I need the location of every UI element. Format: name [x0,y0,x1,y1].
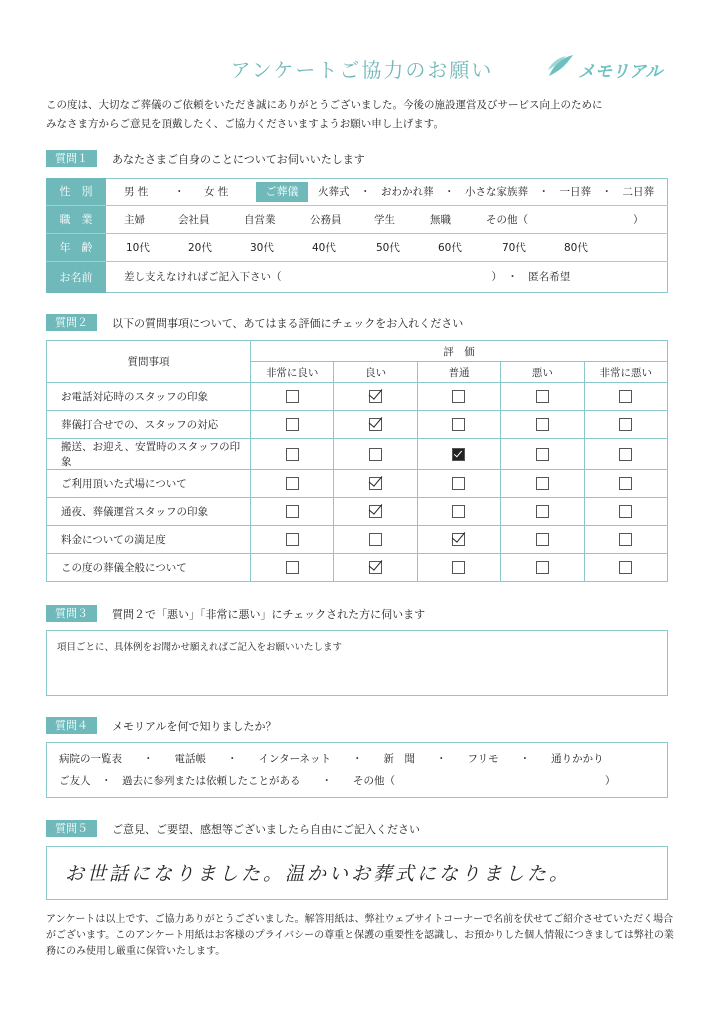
logo-text: メモリアル [578,62,663,82]
checkbox-checked[interactable] [369,505,382,518]
checkbox[interactable] [286,448,299,461]
gender-option-male[interactable]: 男 性 [124,186,149,198]
rating-cell [417,411,500,439]
footer-line: アンケートは以上です、ご協力ありがとうございました。解答用紙は、弊社ウェブサイトコーナーで名前を伏せてご紹介させていただく場合 [46,914,674,925]
age-option[interactable]: 40代 [312,242,336,254]
source-options-line[interactable]: 病院の一覧表 ・ 電話帳 ・ インターネット ・ 新 聞 ・ フリモ ・ 通りかかり [59,753,604,765]
comment-box-prompt: 項目ごとに、具体例をお聞かせ願えればご記入をお願いいたします [57,642,343,653]
job-option-other[interactable]: その他（ ） [486,214,644,226]
rating-column-header: 非常に良い [251,362,334,383]
rating-cell [417,470,500,498]
rating-cell [334,554,417,582]
age-label: 年 齢 [46,234,106,261]
checkbox-checked[interactable] [369,390,382,403]
rating-cell [584,439,667,470]
source-options-box [46,742,668,798]
separator: ・ [174,186,185,198]
rating-cell [501,411,584,439]
question-tag-1: 質問１ [46,150,97,167]
rating-cell [417,554,500,582]
gender-option-female[interactable]: 女 性 [204,186,229,198]
checkbox[interactable] [536,390,549,403]
footer-line: 務にのみ使用し厳重に保管いたします。 [46,946,226,957]
question-tag-4: 質問４ [46,717,97,734]
rating-cell [501,554,584,582]
job-option[interactable]: 主婦 [124,214,145,226]
item-header: 質問事項 [47,341,251,383]
rating-item-label: お電話対応時のスタッフの印象 [47,383,251,411]
rating-cell [584,383,667,411]
rating-item-label: この度の葬儀全般について [47,554,251,582]
rating-row [47,498,668,526]
rating-cell [334,470,417,498]
rating-row [47,411,668,439]
checkbox[interactable] [452,390,465,403]
question-tag-2: 質問２ [46,314,97,331]
rating-cell [584,498,667,526]
checkbox[interactable] [619,418,632,431]
rating-table [46,340,668,582]
job-label: 職 業 [46,206,106,233]
footer-notice [46,912,676,960]
checkbox[interactable] [286,533,299,546]
question-tag-3: 質問３ [46,605,97,622]
age-option[interactable]: 70代 [502,242,526,254]
company-logo [546,52,676,82]
age-option[interactable]: 30代 [250,242,274,254]
rating-cell [334,383,417,411]
rating-item-label: 葬儀打合せでの、スタッフの対応 [47,411,251,439]
intro-line: この度は、大切なご葬儀のご依頼をいただき誠にありがとうございました。今後の施設運営及びサービス向上のために [46,99,603,111]
rating-row [47,526,668,554]
checkbox-checked[interactable] [452,448,465,461]
question-text-5: ご意見、ご要望、感想等ございましたら自由にご記入ください [112,823,420,836]
checkbox[interactable] [619,390,632,403]
job-option[interactable]: 公務員 [310,214,342,226]
checkbox[interactable] [536,448,549,461]
checkbox[interactable] [619,477,632,490]
source-options-line[interactable]: ご友人 ・ 過去に参列または依頼したことがある ・ その他（ ） [59,775,616,787]
age-option[interactable]: 20代 [188,242,212,254]
rating-item-label: 料金についての満足度 [47,526,251,554]
rating-cell [501,439,584,470]
rating-cell [251,498,334,526]
funeral-label: ご葬儀 [256,182,308,202]
intro-line: みなさま方からご意見を頂戴したく、ご協力くださいますようお願い申し上げます。 [46,118,444,130]
rating-cell [417,498,500,526]
rating-cell [251,554,334,582]
funeral-options[interactable]: 火葬式 ・ おわかれ葬 ・ 小さな家族葬 ・ 一日葬 ・ 二日葬 [318,186,654,198]
rating-cell [501,526,584,554]
rating-cell [501,498,584,526]
rating-cell [334,498,417,526]
age-option[interactable]: 10代 [126,242,150,254]
checkbox[interactable] [452,477,465,490]
checkbox[interactable] [286,505,299,518]
gender-label: 性 別 [46,178,106,205]
rating-cell [251,526,334,554]
checkbox[interactable] [619,448,632,461]
age-option[interactable]: 80代 [564,242,588,254]
checkbox-checked[interactable] [452,533,465,546]
leaf-logo-icon [546,52,576,80]
rating-column-header: 非常に悪い [584,362,667,383]
rating-row [47,383,668,411]
rating-cell [584,526,667,554]
rating-row [47,554,668,582]
rating-column-header: 悪い [501,362,584,383]
rating-cell [417,383,500,411]
job-option[interactable]: 自営業 [244,214,276,226]
checkbox-checked[interactable] [369,477,382,490]
checkbox-checked[interactable] [369,418,382,431]
rating-cell [251,383,334,411]
handwritten-comment: お世話になりました。温かいお葬式になりました。 [65,863,572,885]
question-tag-5: 質問５ [46,820,97,837]
rating-row [47,470,668,498]
rating-cell [251,470,334,498]
rating-cell [501,470,584,498]
page-title: アンケートご協力のお願い [230,58,494,82]
footer-line: がございます。このアンケート用紙はお客様のプライバシーの尊重と保護の重要性を認識し、お預かりした個人情報につきましては弊社の業 [46,930,674,941]
question-text-2: 以下の質問事項について、あてはまる評価にチェックをお入れください [112,317,464,330]
comment-box-q3[interactable] [46,630,668,696]
name-row [46,262,668,293]
checkbox[interactable] [619,533,632,546]
intro-text [46,96,676,134]
rating-cell [251,439,334,470]
question-text-4: メモリアルを何で知りましたか？ [112,720,277,733]
checkbox[interactable] [286,390,299,403]
rating-cell [584,411,667,439]
job-option[interactable]: 学生 [374,214,395,226]
job-option[interactable]: 無職 [430,214,451,226]
question-text-3: 質問２で「悪い」「非常に悪い」にチェックされた方に伺います [112,608,426,621]
rating-cell [584,470,667,498]
checkbox[interactable] [452,561,465,574]
question-text-1: あなたさまご自身のことについてお伺いいたします [112,153,365,166]
checkbox[interactable] [452,505,465,518]
job-option[interactable]: 会社員 [178,214,210,226]
checkbox[interactable] [369,448,382,461]
job-row [46,206,668,234]
rating-column-header: 良い [334,362,417,383]
rating-cell [334,411,417,439]
rating-header: 評 価 [251,341,668,362]
name-label: お名前 [46,262,106,293]
age-option[interactable]: 50代 [376,242,400,254]
comment-box-q5[interactable] [46,846,668,900]
rating-cell [417,526,500,554]
rating-item-label: 通夜、葬儀運営スタッフの印象 [47,498,251,526]
checkbox[interactable] [536,533,549,546]
rating-item-label: 搬送、お迎え、安置時のスタッフの印象 [47,439,251,470]
checkbox[interactable] [536,418,549,431]
rating-cell [584,554,667,582]
rating-column-header: 普通 [417,362,500,383]
rating-row [47,439,668,470]
age-row [46,234,668,262]
rating-cell [334,439,417,470]
gender-row [46,178,668,206]
checkbox[interactable] [536,477,549,490]
checkbox[interactable] [619,561,632,574]
rating-cell [251,411,334,439]
checkbox[interactable] [286,477,299,490]
checkbox[interactable] [536,505,549,518]
checkbox[interactable] [286,418,299,431]
rating-cell [501,383,584,411]
checkbox-checked[interactable] [369,561,382,574]
rating-item-label: ご利用頂いた式場について [47,470,251,498]
checkbox[interactable] [369,533,382,546]
rating-cell [417,439,500,470]
checkbox[interactable] [452,418,465,431]
checkbox[interactable] [286,561,299,574]
checkbox[interactable] [619,505,632,518]
rating-cell [334,526,417,554]
name-field[interactable]: 差し支えなければご記入下さい（ ） ・ 匿名希望 [124,271,571,283]
age-option[interactable]: 60代 [438,242,462,254]
checkbox[interactable] [536,561,549,574]
